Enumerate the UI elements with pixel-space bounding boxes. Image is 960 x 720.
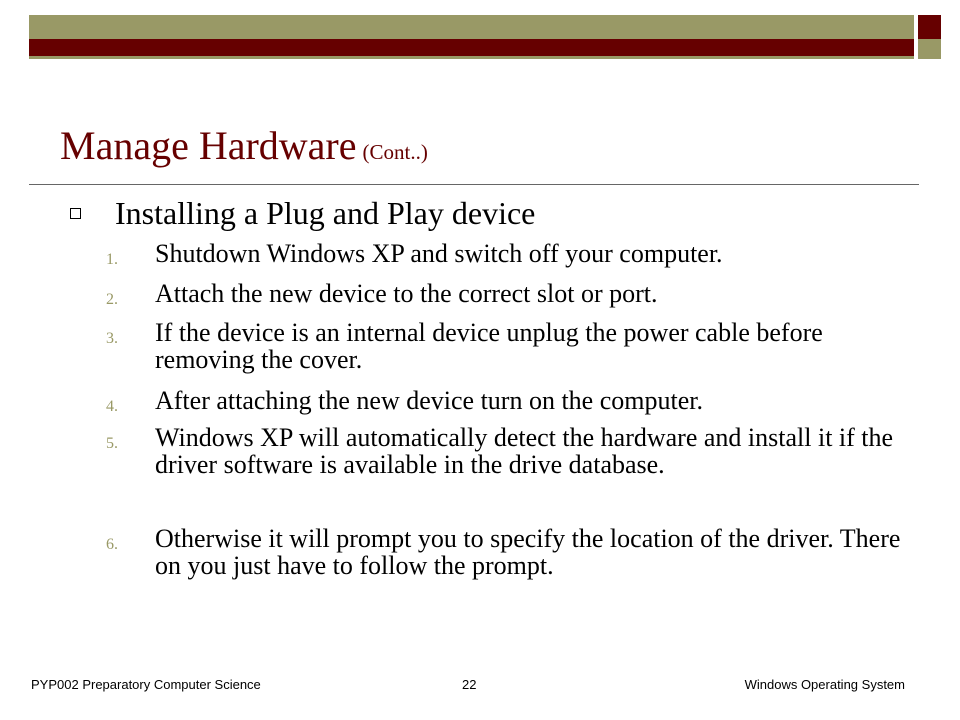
list-item-number: 4. (106, 398, 118, 415)
header-band-olive-lower (29, 56, 914, 59)
list-item-number: 3. (106, 330, 118, 347)
level1-bullet-text: Installing a Plug and Play device (115, 195, 536, 231)
list-item-number: 2. (106, 291, 118, 308)
list-item-text: Shutdown Windows XP and switch off your computer. (155, 239, 723, 268)
header-band-olive (29, 15, 914, 39)
footer-page-number: 22 (462, 677, 477, 692)
list-item-text: Otherwise it will prompt you to specify the location of the driver. There on you just have to follow the prompt. (155, 524, 901, 580)
title-divider (29, 184, 919, 185)
slide-title-text: Manage Hardware (60, 123, 357, 168)
corner-block-red (918, 15, 941, 39)
header-band-red (29, 39, 914, 56)
list-item-number: 1. (106, 251, 118, 268)
list-item-number: 6. (106, 536, 118, 553)
list-item-number: 5. (106, 435, 118, 452)
list-item-text: Windows XP will automatically detect the hardware and install it if the driver software is available in the drive database. (155, 423, 894, 479)
corner-block-olive (918, 39, 941, 59)
list-item-text: If the device is an internal device unplug the power cable before removing the cover. (155, 318, 823, 374)
square-bullet-icon (70, 208, 81, 219)
list-item-text: Attach the new device to the correct slot or port. (155, 279, 658, 308)
slide-title (60, 122, 428, 176)
list-item-text: After attaching the new device turn on the computer. (155, 386, 703, 415)
slide-title-suffix: (Cont..) (362, 140, 428, 164)
footer-topic: Windows Operating System (744, 677, 905, 692)
footer-course: PYP002 Preparatory Computer Science (31, 677, 261, 692)
